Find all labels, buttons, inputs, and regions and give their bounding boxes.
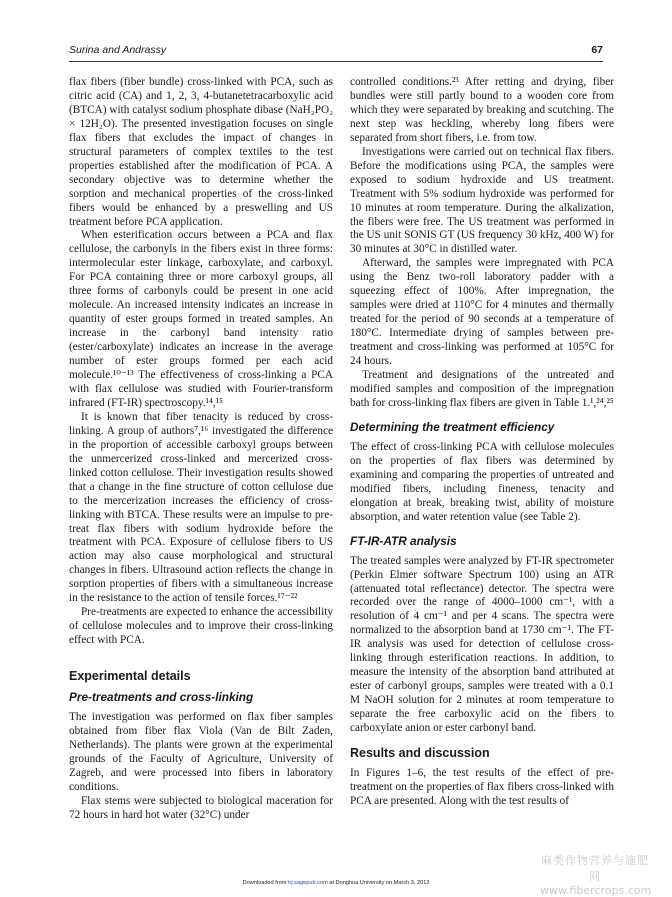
paragraph: Investigations were carried out on technical flax fibers. Before the modifications using PCA, the samples were exposed to sodium hydroxide and US treatment. Treatment with 5% sodium hydroxide was performed for 10 minutes at room temperature. During the alkalization, the fibers were free. The US treatment was performed in the US unit SONIS GT (US frequency 30 kHz, 400 W) for 30 minutes at 30°C in distilled water. bbox=[350, 145, 614, 256]
paragraph: flax fibers (fiber bundle) cross-linked with PCA, such as citric acid (CA) and 1, 2, 3, 4-butanetetracarboxylic acid (BTCA) with catalyst sodium phosphate dibase (NaH₂PO₂ × 12H₂O). The presented investigation focuses on single flax fibers that excludes the impact of changes in structural parameters of complex textiles to the test properties established after the modification of PCA. A secondary objective was to determine whether the sorption and mechanical properties of the cross-linked fibers would be enhanced by a preswelling and US treatment before PCA application. bbox=[69, 76, 333, 228]
subsection-heading-pretreatments: Pre-treatments and cross-linking bbox=[69, 690, 254, 705]
right-column bbox=[350, 76, 614, 809]
footer-link[interactable]: trj.sagepub.com bbox=[287, 880, 328, 886]
section-heading-results: Results and discussion bbox=[350, 745, 490, 760]
paragraph: controlled conditions.²³ After retting and drying, fiber bundles were still partly bound to a wooden core from which they were separated by breaking and scutching. The next step was heckling, whereby long fibers were separated from short fibers, i.e. from tow. bbox=[350, 76, 614, 144]
running-header-authors: Surina and Andrassy bbox=[69, 44, 167, 56]
subsection-heading-efficiency: Determining the treatment efficiency bbox=[350, 419, 555, 434]
subsection-heading-ftir: FT-IR-ATR analysis bbox=[350, 533, 457, 548]
paragraph: Pre-treatments are expected to enhance the accessibility of cellulose molecules and to improve their cross-linking effect with PCA. bbox=[69, 606, 333, 647]
page-number: 67 bbox=[591, 44, 603, 56]
section-heading-experimental: Experimental details bbox=[69, 669, 191, 684]
paragraph: The effect of cross-linking PCA with cellulose molecules on the properties of flax fibers was determined by examining and comparing the properties of untreated and modified fibers, including fineness, tenacity and elongation at break, breaking twist, ability of moisture absorption, and water retention value (see Table 2). bbox=[350, 440, 614, 523]
watermark-chinese: 麻类作物营养与施肥网 bbox=[541, 854, 649, 883]
paragraph: Afterward, the samples were impregnated with PCA using the Benz two-roll laboratory padder with a squeezing effect of 100%. After impregnation, the samples were dried at 110°C for 4 minutes and thermally treated for the period of 90 seconds at a temperature of 180°C. Intermediate drying of samples between pre-treatment and cross-linking was performed at 105°C for 24 hours. bbox=[350, 257, 614, 368]
paragraph: It is known that fiber tenacity is reduced by cross-linking. A group of authors⁷,¹⁶ investigated the difference in the proportion of accessible carboxyl groups between the unmercerized cross-linked and mercerized cross-linked cotton cellulose. Their investigation results showed that a change in the fine structure of cotton cellulose due to the mercerization increases the efficiency of cross-linking with BTCA. These results were an impulse to pre-treat flax fibers with sodium hydroxide before the treatment with PCA. Exposure of cellulose fibers to US action may also cause morphological and structural changes in fibers. Ultrasound action reflects the change in sorption properties of fibers with a simultaneous increase in the resistance to the action of tensile forces.¹⁷⁻²² bbox=[69, 410, 333, 605]
running-header bbox=[69, 44, 603, 56]
paragraph: The investigation was performed on flax fiber samples obtained from fiber flax Viola (Van de Bilt Zaden, Netherlands). The plants were grown at the experimental grounds of the Faculty of Agriculture, University of Zagreb, and were processed into fibers in laboratory conditions. bbox=[69, 711, 333, 793]
paragraph: Flax stems were subjected to biological maceration for 72 hours in hard hot water (32°C) under bbox=[69, 794, 333, 821]
paragraph: The treated samples were analyzed by FT-IR spectrometer (Perkin Elmer software Spectrum 100) using an ATR (attenuated total reflectance) detector. The spectra were recorded over the range of 4000–1000 cm⁻¹, with a resolution of 4 cm⁻¹ and per 4 scans. The spectra were normalized to the absorption band at 1730 cm⁻¹. The FT-IR analysis was used for detection of cellulose cross-linking through esterification reactions. In addition, to measure the intensity of the absorption band attributed at ester of carbonyl groups, samples were treated with a 0.1 M NaOH solution for 2 minutes at room temperature to separate the free carboxylic acid on the fibers to carboxylate anion or ester carbonyl band. bbox=[350, 554, 614, 735]
paragraph: In Figures 1–6, the test results of the effect of pre-treatment on the properties of flax fibers cross-linked with PCA are presented. Along with the test results of bbox=[350, 766, 614, 807]
watermark-url: www.fibercrops.com bbox=[540, 884, 652, 897]
paragraph: Treatment and designations of the untreated and modified samples and composition of the impregnation bath for cross-linking flax fibers are given in Table 1.¹,²⁴,²⁵ bbox=[350, 369, 614, 409]
left-column bbox=[69, 76, 333, 823]
footer-prefix: Downloaded from bbox=[242, 880, 287, 886]
watermark bbox=[540, 852, 650, 897]
header-rule bbox=[69, 61, 603, 62]
paragraph: When esterification occurs between a PCA and flax cellulose, the carbonyls in the fibers exist in three forms: intermolecular ester linkage, carboxylate, and carboxyl. For PCA containing three or more carboxyl groups, all three forms of carbonyls could be present in one acid molecule. An increased intensity indicates an increase in quantity of ester groups formed in treated samples. An increase in the carbonyl band intensity ratio (ester/carboxylate) indicates an increase in the average number of ester groups formed per each acid molecule.¹⁰⁻¹³ The effectiveness of cross-linking a PCA with flax cellulose was studied with Fourier-transform infrared (FT-IR) spectroscopy.¹⁴,¹⁵ bbox=[69, 229, 333, 409]
footer-suffix: at Donghua University on March 3, 2013 bbox=[329, 880, 430, 886]
